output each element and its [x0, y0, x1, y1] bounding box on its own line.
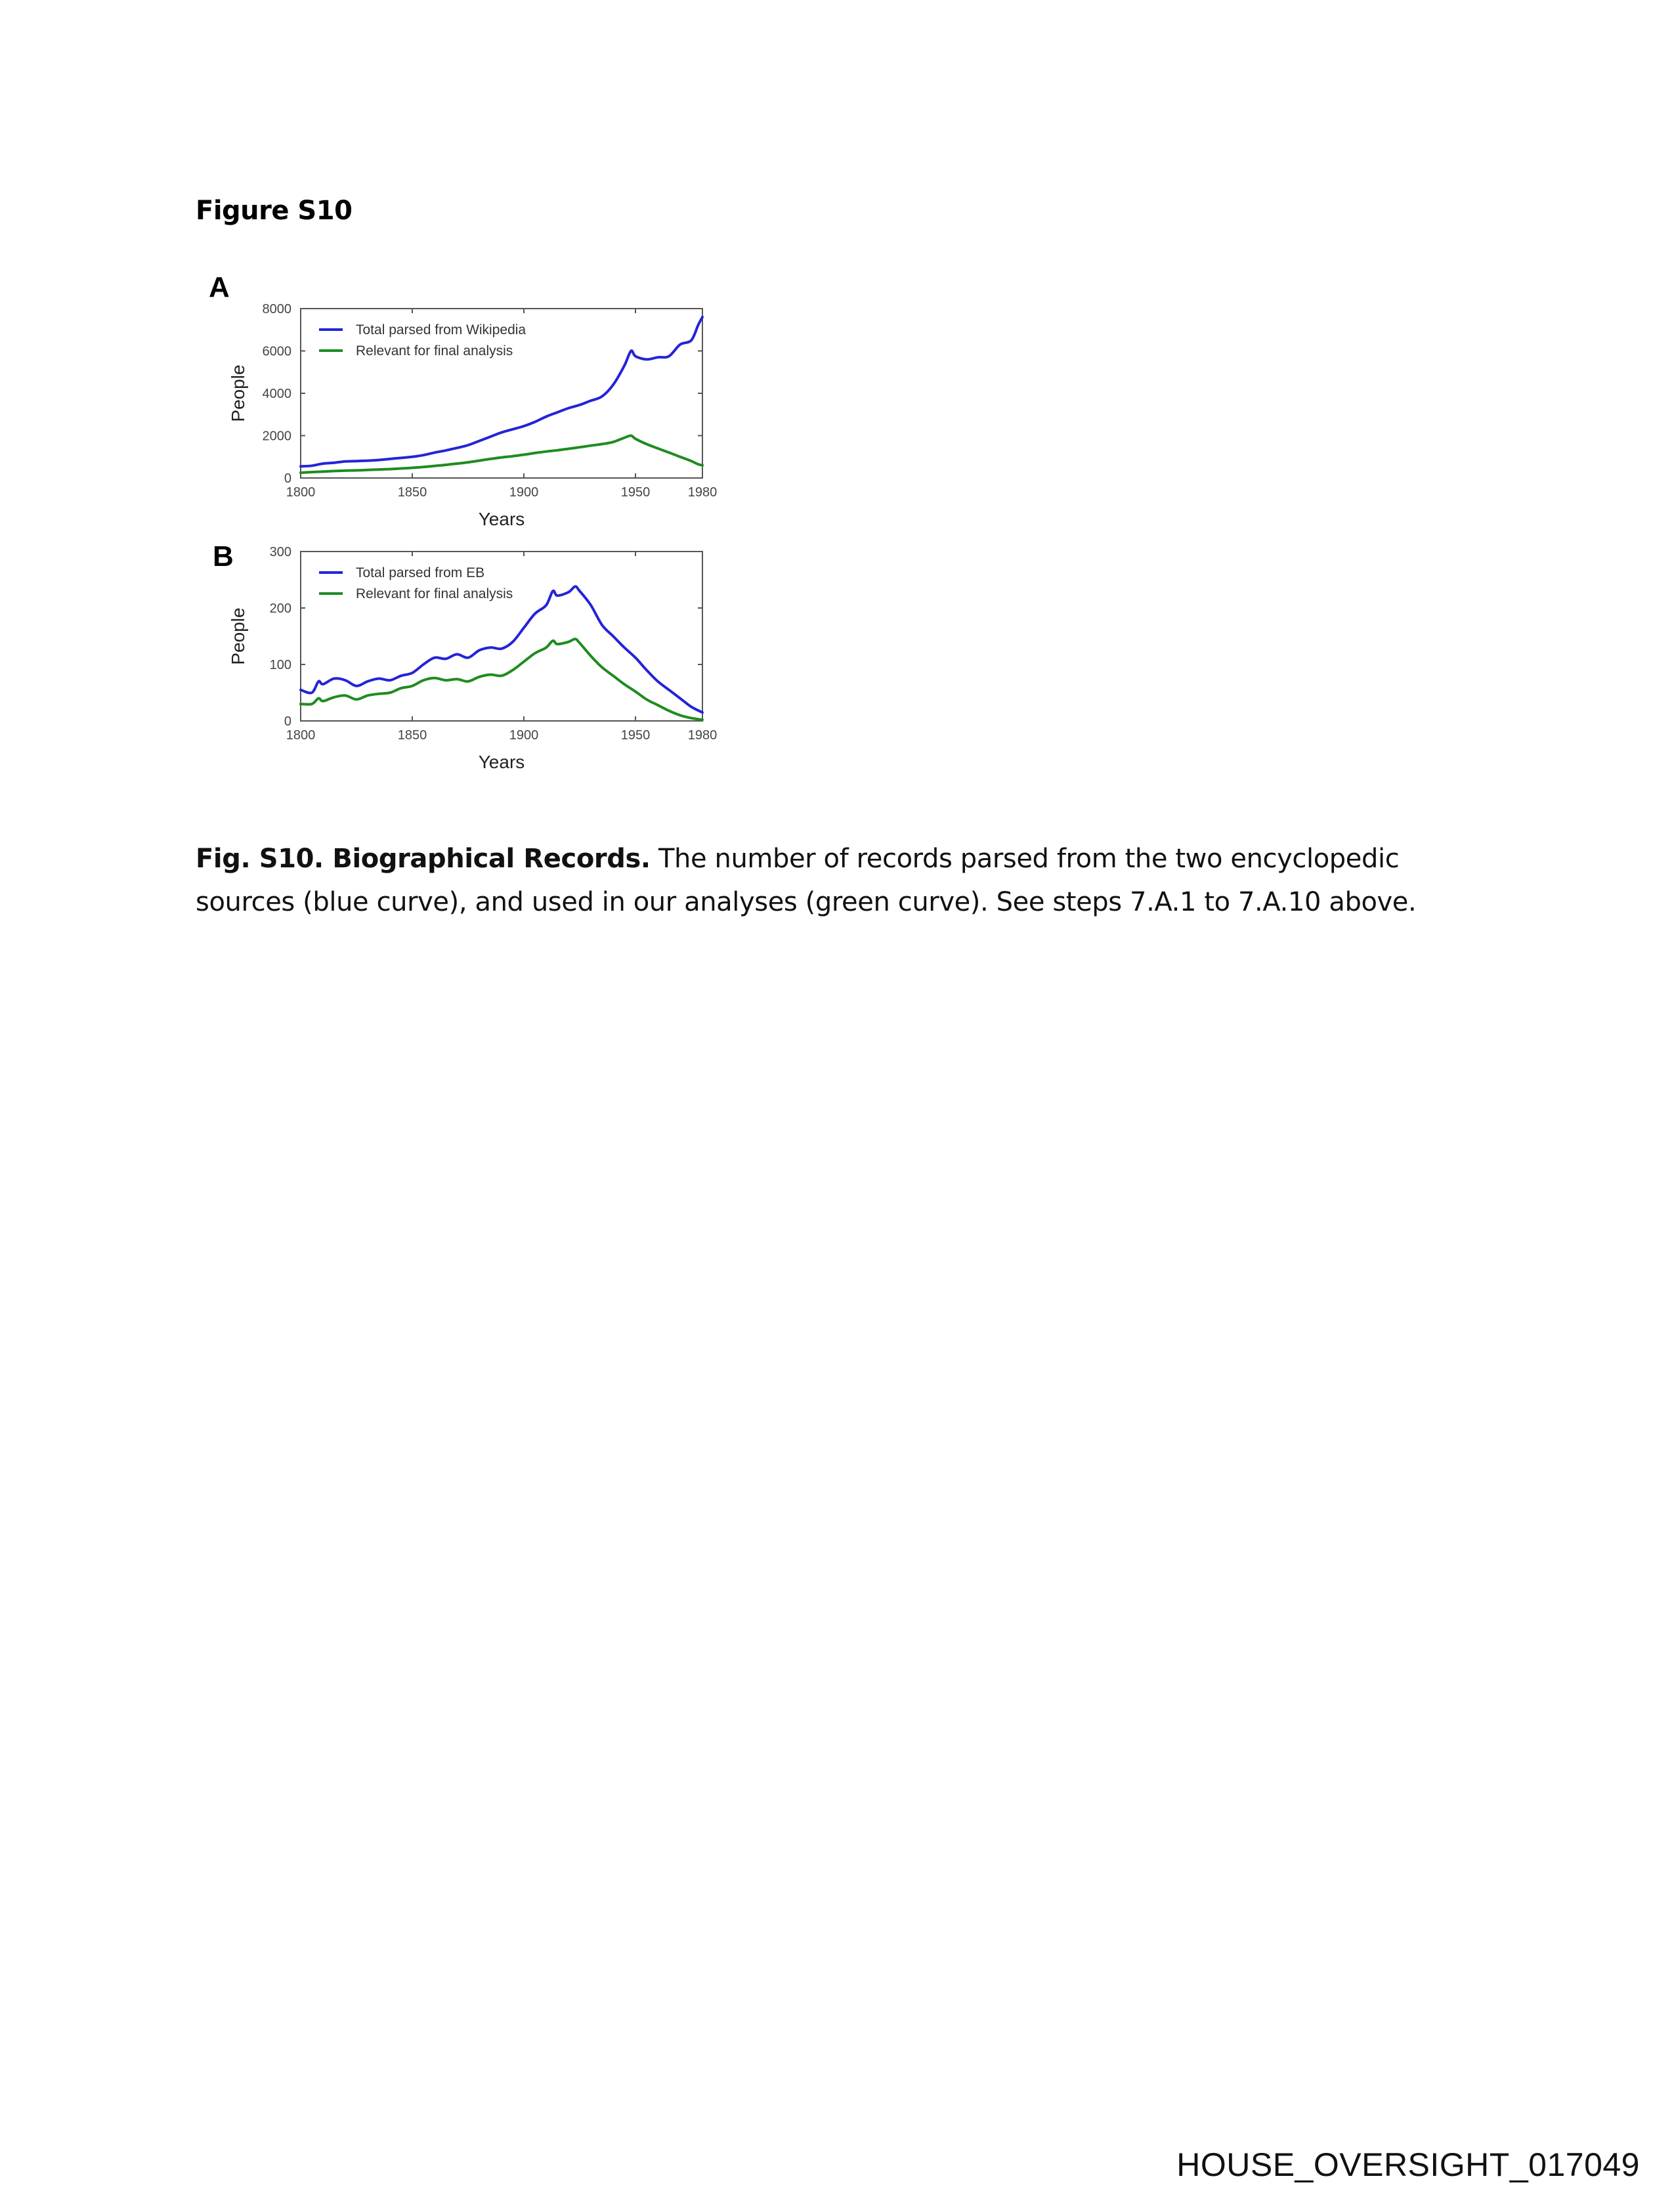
x-tick-label-1900: 1900	[509, 728, 539, 743]
x-axis-title-b: Years	[478, 752, 525, 772]
chart-panel-a	[197, 271, 748, 529]
x-axis-title-a: Years	[478, 509, 525, 529]
document-footer-id: HOUSE_OVERSIGHT_017049	[1176, 2146, 1640, 2183]
y-tick-label-0: 0	[284, 471, 291, 486]
caption-title: Fig. S10. Biographical Records.	[196, 844, 651, 874]
series-line-a-total	[301, 317, 702, 466]
x-tick-label-1800: 1800	[286, 485, 316, 500]
y-tick-label-0: 0	[284, 714, 291, 729]
y-tick-label-6000: 6000	[262, 344, 291, 359]
panel-letter-b: B	[213, 540, 234, 573]
panel-letter-a: A	[209, 271, 230, 303]
chart-panel-b	[197, 519, 748, 772]
y-tick-label-200: 200	[269, 601, 291, 616]
y-tick-label-8000: 8000	[262, 302, 291, 316]
legend-label-b-0: Total parsed from EB	[356, 565, 485, 580]
y-axis-title-b: People	[228, 607, 248, 665]
y-tick-label-2000: 2000	[262, 429, 291, 444]
series-line-b-total	[301, 586, 702, 712]
x-tick-label-1800: 1800	[286, 728, 316, 743]
x-tick-label-1850: 1850	[397, 728, 427, 743]
x-tick-label-1900: 1900	[509, 485, 539, 500]
x-tick-label-1850: 1850	[397, 485, 427, 500]
y-tick-label-4000: 4000	[262, 387, 291, 401]
figure-heading: Figure S10	[196, 196, 353, 226]
figure-caption	[196, 837, 1495, 924]
chart-b-svg	[197, 519, 748, 772]
legend-label-a-1: Relevant for final analysis	[356, 343, 513, 358]
x-tick-label-1980: 1980	[687, 728, 718, 743]
y-tick-label-300: 300	[269, 545, 291, 559]
caption-text: The number of records parsed from the two encyclopedic sources (blue curve), and used in our analyses (green curve). See steps 7.A.1 to 7.A.10 above.	[196, 844, 1417, 917]
y-tick-label-100: 100	[269, 658, 291, 672]
x-tick-label-1980: 1980	[687, 485, 718, 500]
legend-label-a-0: Total parsed from Wikipedia	[356, 322, 526, 337]
legend-label-b-1: Relevant for final analysis	[356, 586, 513, 601]
x-tick-label-1950: 1950	[620, 485, 651, 500]
x-tick-label-1950: 1950	[620, 728, 651, 743]
series-line-a-relevant	[301, 435, 702, 472]
chart-a-svg	[197, 271, 748, 529]
series-line-b-relevant	[301, 639, 702, 720]
y-axis-title-a: People	[228, 364, 248, 422]
